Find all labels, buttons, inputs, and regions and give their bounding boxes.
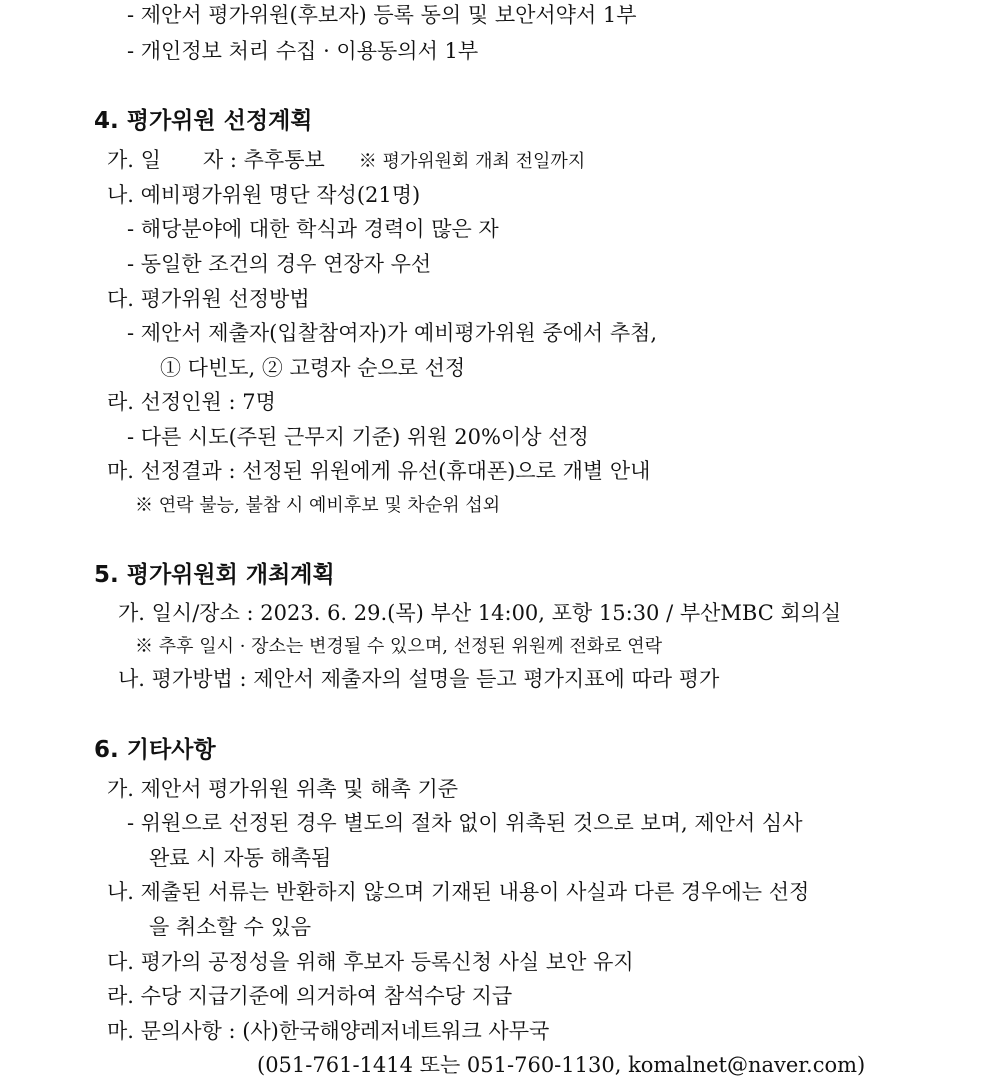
- section-4-da-item: - 제안서 제출자(입찰참여자)가 예비평가위원 중에서 추첨,: [127, 321, 658, 345]
- section-4-ga-label: 가. 일 자 : 추후통보: [107, 148, 325, 172]
- section-4-heading: 4. 평가위원 선정계획: [94, 108, 313, 134]
- section-6-ga-item: - 위원으로 선정된 경우 별도의 절차 없이 위촉된 것으로 보며, 제안서 심사: [127, 811, 803, 835]
- attachment-item-consent-pledge: - 제안서 평가위원(후보자) 등록 동의 및 보안서약서 1부: [127, 3, 637, 27]
- section-4-da-item-continued: ① 다빈도, ② 고령자 순으로 선정: [160, 356, 466, 380]
- section-6-da: 다. 평가의 공정성을 위해 후보자 등록신청 사실 보안 유지: [107, 950, 634, 974]
- section-4-na-label: 나. 예비평가위원 명단 작성(21명): [107, 183, 421, 207]
- section-6-na-label: 나. 제출된 서류는 반환하지 않으며 기재된 내용이 사실과 다른 경우에는 선정: [107, 880, 810, 904]
- section-6-ga-label: 가. 제안서 평가위원 위촉 및 해촉 기준: [107, 777, 459, 801]
- section-4-ga-note: ※ 평가위원회 개최 전일까지: [358, 151, 586, 172]
- section-5-ga: 가. 일시/장소 : 2023. 6. 29.(목) 부산 14:00, 포항 15:30 / 부산MBC 회의실: [118, 601, 842, 625]
- section-6-heading: 6. 기타사항: [94, 737, 216, 763]
- section-4-ga: [107, 145, 585, 177]
- section-4-ra-item: - 다른 시도(주된 근무지 기준) 위원 20%이상 선정: [127, 425, 589, 449]
- section-4-ma-label: 마. 선정결과 : 선정된 위원에게 유선(휴대폰)으로 개별 안내: [107, 459, 651, 483]
- section-4-na-item-2: - 동일한 조건의 경우 연장자 우선: [127, 252, 432, 276]
- section-4-ra-label: 라. 선정인원 : 7명: [107, 390, 276, 414]
- section-6-na-continued: 을 취소할 수 있음: [149, 915, 312, 939]
- section-5-na: 나. 평가방법 : 제안서 제출자의 설명을 듣고 평가지표에 따라 평가: [118, 667, 720, 691]
- section-6-ma-contact: (051-761-1414 또는 051-760-1130, komalnet@naver.com): [257, 1053, 866, 1077]
- section-4-ma-note: ※ 연락 불능, 불참 시 예비후보 및 차순위 섭외: [135, 495, 501, 516]
- attachment-item-privacy-consent: - 개인정보 처리 수집 · 이용동의서 1부: [127, 39, 479, 63]
- section-6-ma-label: 마. 문의사항 : (사)한국해양레저네트워크 사무국: [107, 1019, 550, 1043]
- section-5-note: ※ 추후 일시 · 장소는 변경될 수 있으며, 선정된 위원께 전화로 연락: [135, 636, 663, 657]
- section-4-da-label: 다. 평가위원 선정방법: [107, 287, 310, 311]
- section-6-ga-item-continued: 완료 시 자동 해촉됨: [149, 846, 332, 870]
- section-4-na-item-1: - 해당분야에 대한 학식과 경력이 많은 자: [127, 217, 499, 241]
- section-5-heading: 5. 평가위원회 개최계획: [94, 562, 335, 588]
- section-6-ra: 라. 수당 지급기준에 의거하여 참석수당 지급: [107, 984, 513, 1008]
